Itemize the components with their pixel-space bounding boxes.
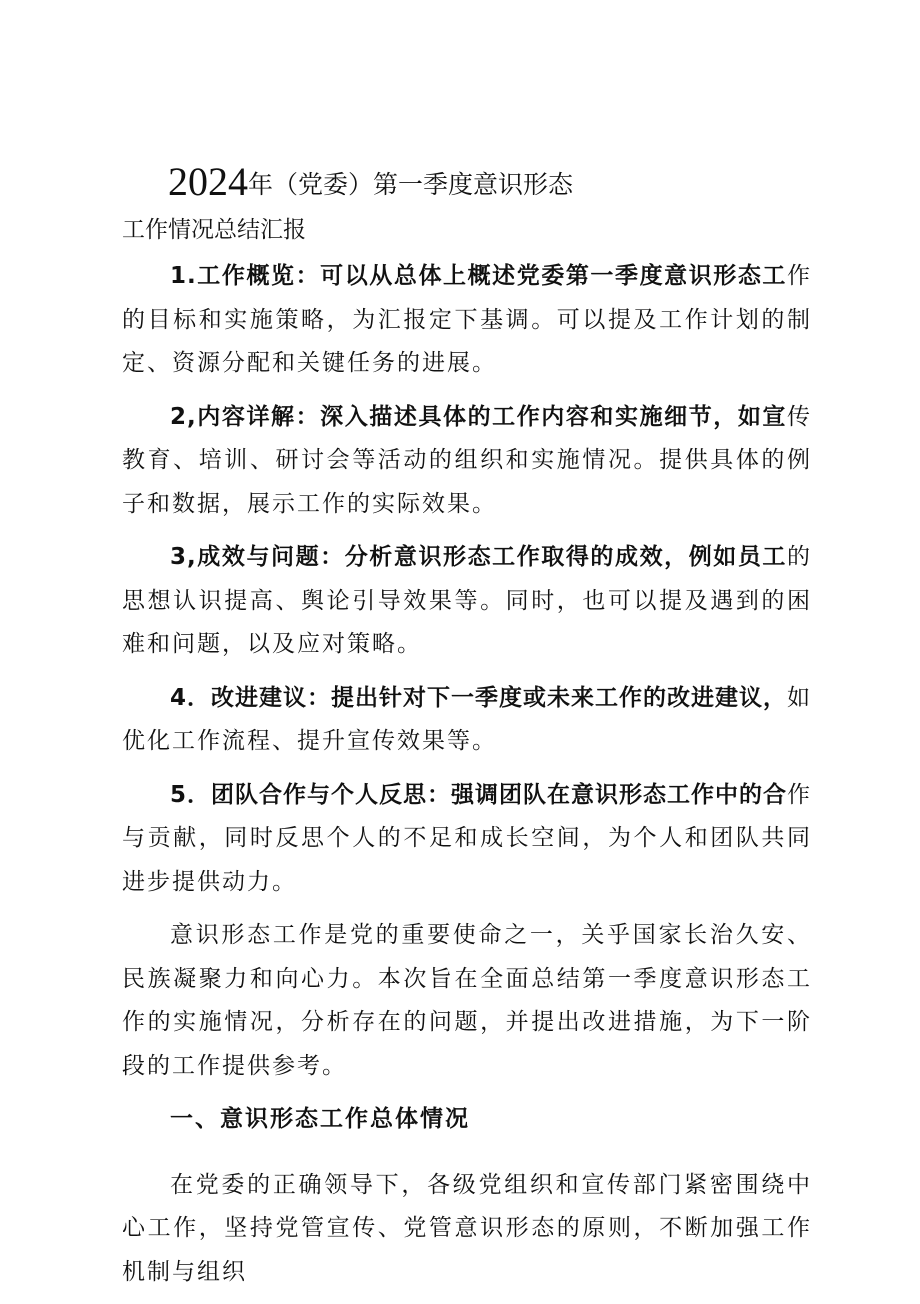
- overall-situation-paragraph: 在党委的正确领导下，各级党组织和宣传部门紧密围绕中心工作，坚持党管宣传、党管意识形态的原则，不断加强工作机制与组织: [122, 1171, 812, 1285]
- section-text: 作的目标和实施策略，为汇报定下基调。可以提及工作计划的制定、资源分配和关键任务的进展。: [122, 263, 812, 376]
- section-heading-overall-situation: 一、意识形态工作总体情况: [170, 1106, 470, 1132]
- section-content-details: [122, 396, 812, 527]
- section-teamwork-reflection: [122, 774, 812, 905]
- section-lead: 1.工作概览：可以从总体上概述党委第一季度意识形态工: [170, 263, 787, 289]
- section-lead: 3,成效与问题：分析意识形态工作取得的成效，例如员工: [170, 544, 787, 570]
- section-text: 作与贡献，同时反思个人的不足和成长空间，为个人和团队共同进步提供动力。: [122, 781, 813, 895]
- section-text: 传教育、培训、研讨会等活动的组织和实施情况。提供具体的例子和数据，展示工作的实际效果。: [122, 403, 812, 517]
- section-text: 的思想认识提高、舆论引导效果等。同时，也可以提及遇到的困难和问题，以及应对策略。: [122, 544, 812, 657]
- document-subtitle: 工作情况总结汇报: [122, 217, 306, 243]
- section-results-and-problems: [122, 536, 812, 667]
- document-title: [168, 160, 573, 207]
- section-lead: 5．团队合作与个人反思：强调团队在意识形态工作中的合: [170, 781, 788, 808]
- section-work-overview: [122, 255, 812, 386]
- section-text: 如优化工作流程、提升宣传效果等。: [122, 684, 813, 754]
- section-lead: 2,内容详解：深入描述具体的工作内容和实施细节，如宣: [170, 403, 787, 430]
- section-improvement-suggestions: [122, 677, 812, 764]
- intro-paragraph: 意识形态工作是党的重要使命之一，关乎国家长治久安、民族凝聚力和向心力。本次旨在全面总结第一季度意识形态工作的实施情况，分析存在的问题，并提出改进措施，为下一阶段的工作提供参考。: [122, 922, 812, 1079]
- section-lead: 4．改进建议：提出针对下一季度或未来工作的改进建议，: [170, 684, 788, 711]
- title-text: 年（党委）第一季度意识形态: [248, 170, 574, 199]
- document-body: [122, 255, 812, 1304]
- title-year: 2024: [168, 159, 248, 204]
